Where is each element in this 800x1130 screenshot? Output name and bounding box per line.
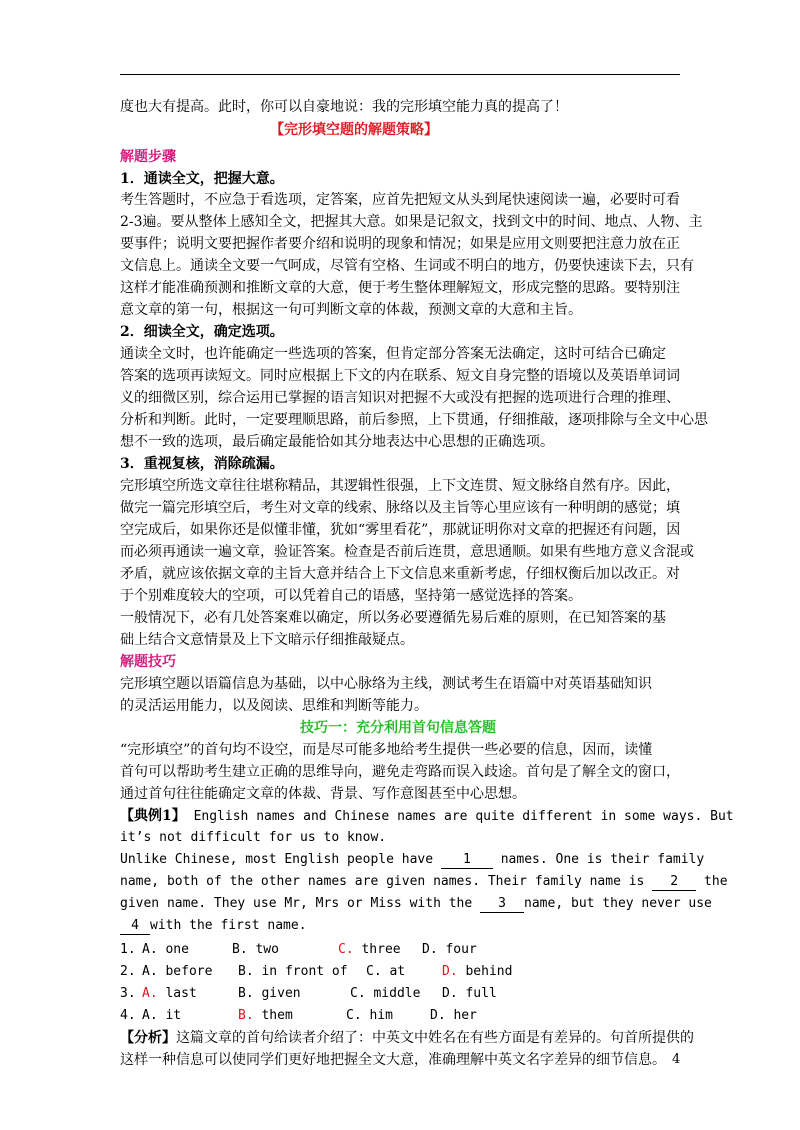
answer-mark: C. (338, 942, 354, 957)
step2-line: 通读全文时，也许能确定一些选项的答案，但肯定部分答案无法确定，这时可结合已确定 (120, 346, 666, 362)
technique1-line: 首句可以帮助考生建立正确的思维导向，避免走弯路而误入歧途。首句是了解全文的窗口， (120, 764, 680, 780)
answer-mark: D. (442, 964, 458, 979)
passage-line: Unlike Chinese, most English people have 1 names. One is their family (120, 852, 705, 867)
step1-line: 2-3遍。要从整体上感知全文，把握其大意。如果是记叙文，找到文中的时间、地点、人物、主 (120, 214, 703, 230)
answer-mark: A. (142, 986, 158, 1001)
step2-line: 答案的选项再读短文。同时应根据上下文的内在联系、短文自身完整的语境以及英语单词词 (120, 368, 680, 384)
step3-line: 空完成后，如果你还是似懂非懂，犹如“雾里看花”，那就证明你对文章的把握还有问题，因 (120, 522, 681, 538)
question-row: 3. A. last B. given C. middle D. full (120, 986, 497, 1001)
step1-line: 文信息上。通读全文要一气呵成，尽管有空格、生词或不明白的地方，仍要快速读下去，只有 (120, 258, 694, 274)
step1-line: 考生答题时，不应急于看选项，定答案，应首先把短文从头到尾快速阅读一遍，必要时可看 (120, 192, 680, 208)
step3-line: 于个别难度较大的空项，可以凭着自己的语感，坚持第一感觉选择的答案。 (120, 588, 582, 604)
technique1-title: 技巧一：充分利用首句信息答题 (300, 720, 496, 736)
blank-3: 3 (480, 896, 524, 913)
question-row: 2. A. before B. in front of C. at D. behind (120, 964, 513, 979)
step1-line: 要事件；说明文要把握作者要介绍和说明的现象和情况；如果是应用文则要把注意力放在正 (120, 236, 680, 252)
header-rule (120, 74, 680, 75)
step2-line: 义的细微区别，综合运用已掌握的语言知识对把握不大或没有把握的选项进行合理的推理、 (120, 390, 680, 406)
technique1-line: “完形填空”的首句均不设空，而是尽可能多地给考生提供一些必要的信息，因而，读懂 (120, 742, 653, 758)
step2-line: 分析和判断。此时，一定要理顺思路，前后参照，上下贯通，仔细推敲，逐项排除与全文中心思 (120, 412, 708, 428)
answer-mark: B. (238, 1008, 254, 1023)
step3-title: 3．重视复核，消除疏漏。 (120, 456, 284, 472)
step3-line: 做完一篇完形填空后，考生对文章的线索、脉络以及主旨等心里应该有一种明朗的感觉；填 (120, 500, 680, 516)
step1-title: 1．通读全文，把握大意。 (120, 171, 284, 187)
step3-line: 矛盾，就应该依据文章的主旨大意并结合上下文信息来重新考虑，仔细权衡后加以改正。对 (120, 566, 680, 582)
analysis-line: 【分析】这篇文章的首句给读者介绍了：中英文中姓名在有些方面是有差异的。句首所提供的 (120, 1030, 694, 1046)
step1-line: 这样才能准确预测和推断文章的大意，便于考生整体理解短文，形成完整的思路。要特别注 (120, 280, 680, 296)
step2-title: 2．细读全文，确定选项。 (120, 324, 284, 340)
question-row: 4. A. it B. them C. him D. her (120, 1008, 477, 1023)
steps-heading: 解题步骤 (120, 149, 176, 165)
passage-line: name, both of the other names are given names. Their family name is 2 the (120, 874, 728, 889)
example-first-line: 【典例1】 English names and Chinese names are quite different in some ways. But (120, 808, 734, 824)
blank-2: 2 (652, 874, 696, 891)
strategy-title: 【完形填空题的解题策略】 (270, 122, 438, 138)
step3-line: 础上结合文意情景及上下文暗示仔细推敲疑点。 (120, 632, 414, 648)
step1-line: 意文章的第一句，根据这一句可判断文章的体裁，预测文章的大意和主旨。 (120, 302, 582, 318)
step3-line: 而必须再通读一遍文章，验证答案。检查是否前后连贯，意思通顺。如果有些地方意义含混或 (120, 544, 694, 560)
example-label: 【典例1】 (120, 808, 186, 824)
techniques-line: 的灵活运用能力，以及阅读、思维和判断等能力。 (120, 698, 428, 714)
page-number: 4 (672, 1052, 681, 1067)
intro-line: 度也大有提高。此时，你可以自豪地说：我的完形填空能力真的提高了！ (120, 99, 568, 115)
techniques-line: 完形填空题以语篇信息为基础，以中心脉络为主线，测试考生在语篇中对英语基础知识 (120, 676, 652, 692)
passage-line: 4 with the first name. (120, 916, 307, 936)
analysis-line: 这样一种信息可以使同学们更好地把握全文大意，准确理解中英文名字差异的细节信息。 (120, 1052, 666, 1068)
techniques-heading: 解题技巧 (120, 654, 176, 670)
blank-1: 1 (441, 852, 493, 869)
blank-4: 4 (120, 918, 150, 935)
analysis-label: 【分析】 (120, 1030, 176, 1046)
question-row: 1. A. one B. two C. three D. four (120, 942, 477, 957)
step2-line: 想不一致的选项，最后确定最能恰如其分地表达中心思想的正确选项。 (120, 434, 554, 450)
step3-line: 完形填空所选文章往往堪称精品，其逻辑性很强，上下文连贯、短文脉络自然有序。因此， (120, 478, 680, 494)
passage-line: given name. They use Mr, Mrs or Miss with the 3 name, but they never use (120, 896, 712, 911)
technique1-line: 通过首句往往能确定文章的体裁、背景、写作意图甚至中心思想。 (120, 786, 526, 802)
step3-line: 一般情况下，必有几处答案难以确定，所以务必要遵循先易后难的原则，在已知答案的基 (120, 610, 666, 626)
example-first-line-2: it’s not difficult for us to know. (120, 830, 387, 845)
